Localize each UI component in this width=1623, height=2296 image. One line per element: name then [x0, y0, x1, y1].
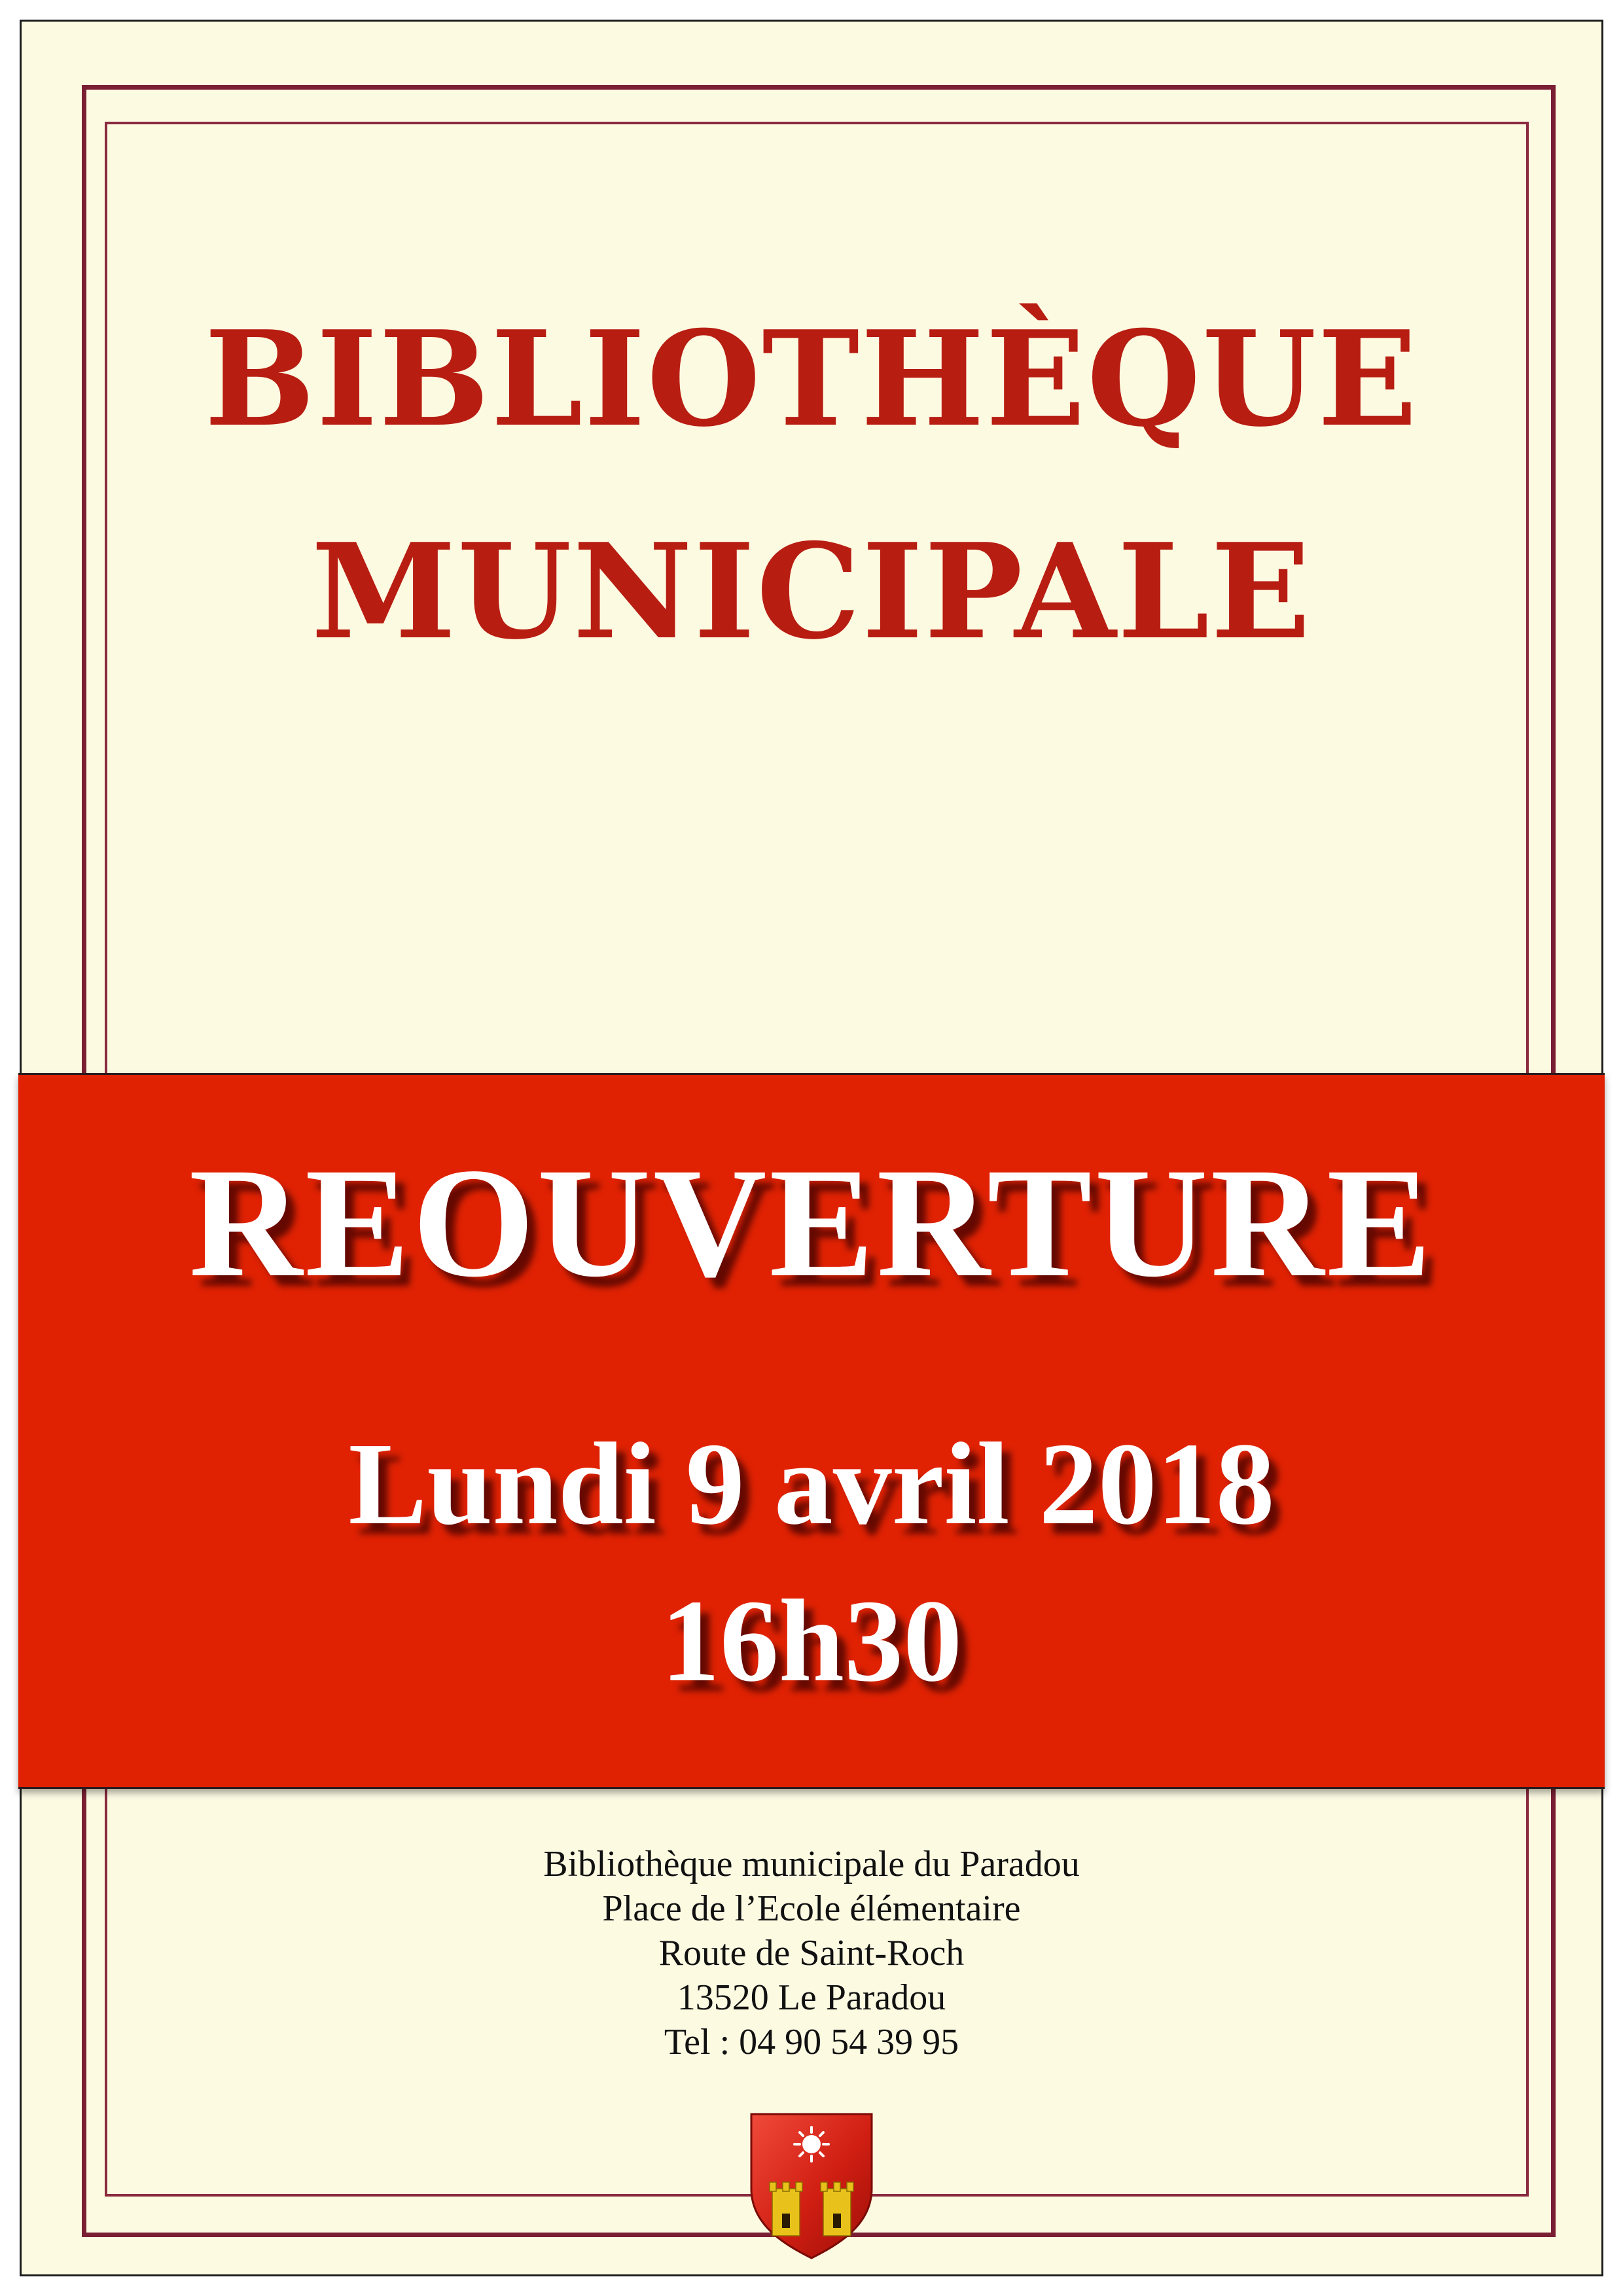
- banner-headline: REOUVERTURE: [188, 1135, 1435, 1309]
- address-line-place: Place de l’Ecole élémentaire: [602, 1888, 1021, 1929]
- banner-date: Lundi 9 avril 2018: [348, 1419, 1275, 1549]
- address-line-name: Bibliothèque municipale du Paradou: [543, 1844, 1080, 1884]
- address-line-street: Route de Saint-Roch: [658, 1933, 965, 1973]
- announcement-banner: [18, 1073, 1605, 1789]
- address-block: [0, 1842, 1623, 2064]
- title-line-2: MUNICIPALE: [311, 515, 1312, 669]
- banner-time: 16h30: [660, 1576, 963, 1706]
- coat-of-arms-icon: [747, 2110, 876, 2261]
- address-line-city: 13520 Le Paradou: [677, 1977, 946, 2018]
- title-line-1: BIBLIOTHÈQUE: [204, 302, 1419, 456]
- address-line-phone: Tel : 04 90 54 39 95: [664, 2022, 959, 2062]
